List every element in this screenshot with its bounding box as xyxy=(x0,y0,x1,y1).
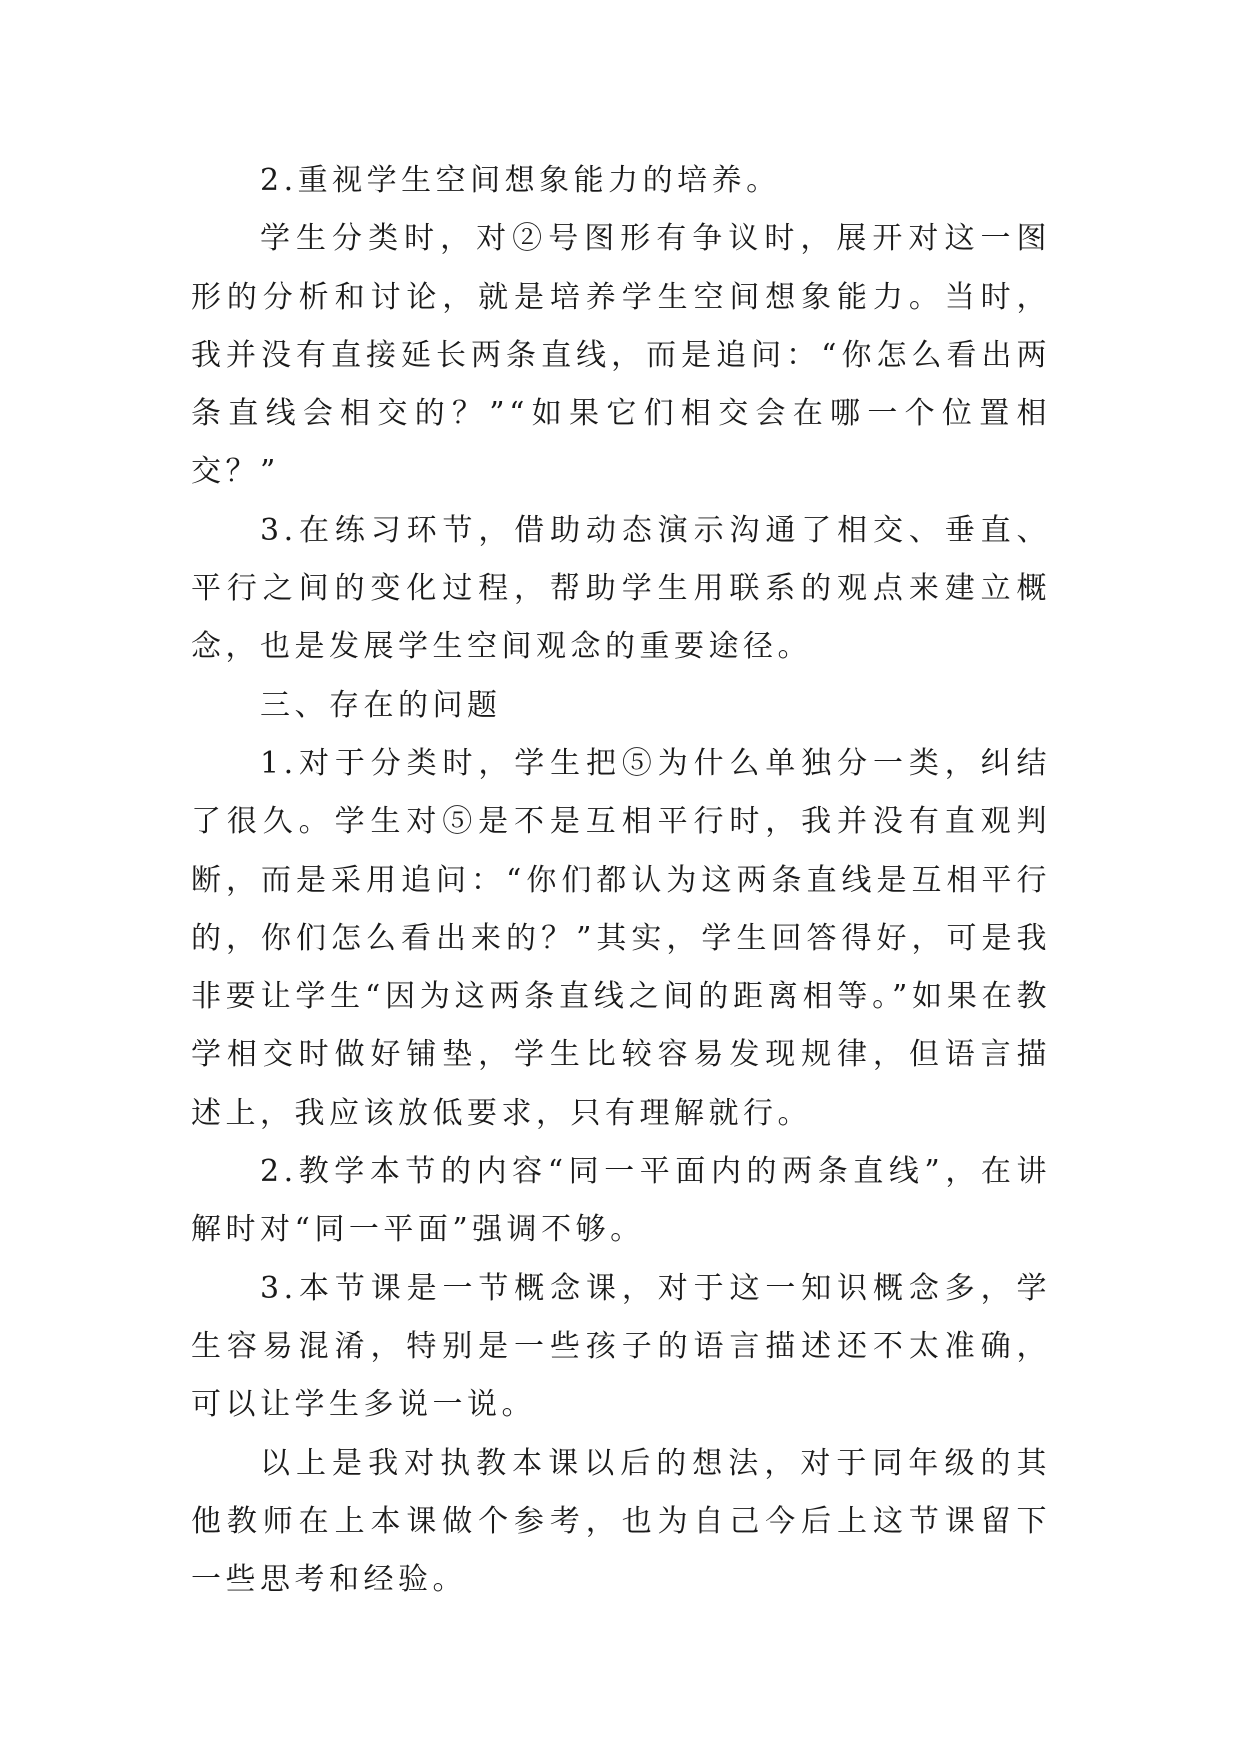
paragraph-problem-3: 3.本节课是一节概念课，对于这一知识概念多，学生容易混淆，特别是一些孩子的语言描述还不太准确，可以让学生多说一说。 xyxy=(191,1270,1051,1423)
paragraph-problem-2: 2.教学本节的内容“同一平面内的两条直线”，在讲解时对“同一平面”强调不够。 xyxy=(191,1154,1051,1248)
paragraph-section-2-heading: 2.重视学生空间想象能力的培养。 xyxy=(260,163,781,198)
section-heading-problems: 三、存在的问题 xyxy=(260,687,502,723)
paragraph-problem-1: 1.对于分类时，学生把⑤为什么单独分一类，纠结了很久。学生对⑤是不是互相平行时，我并没有直观判断，而是采用追问：“你们都认为这两条直线是互相平行的，你们怎么看出来的？”其实，学生回答得好，可是我非要让学生“因为这两条直线之间的距离相等。”如果在教学相交时做好铺垫，学生比较容易发现规律，但语言描述上，我应该放低要求，只有理解就行。 xyxy=(191,745,1051,1131)
paragraph-conclusion: 以上是我对执教本课以后的想法，对于同年级的其他教师在上本课做个参考，也为自己今后上这节课留下一些思考和经验。 xyxy=(191,1445,1051,1598)
paragraph-spatial-imagination: 学生分类时，对②号图形有争议时，展开对这一图形的分析和讨论，就是培养学生空间想象能力。当时，我并没有直接延长两条直线，而是追问：“你怎么看出两条直线会相交的？”“如果它们相交会在哪一个位置相交？” xyxy=(191,221,1051,490)
document-body xyxy=(191,152,1051,1609)
paragraph-practice-stage: 3.在练习环节，借助动态演示沟通了相交、垂直、平行之间的变化过程，帮助学生用联系的观点来建立概念，也是发展学生空间观念的重要途径。 xyxy=(191,512,1051,665)
